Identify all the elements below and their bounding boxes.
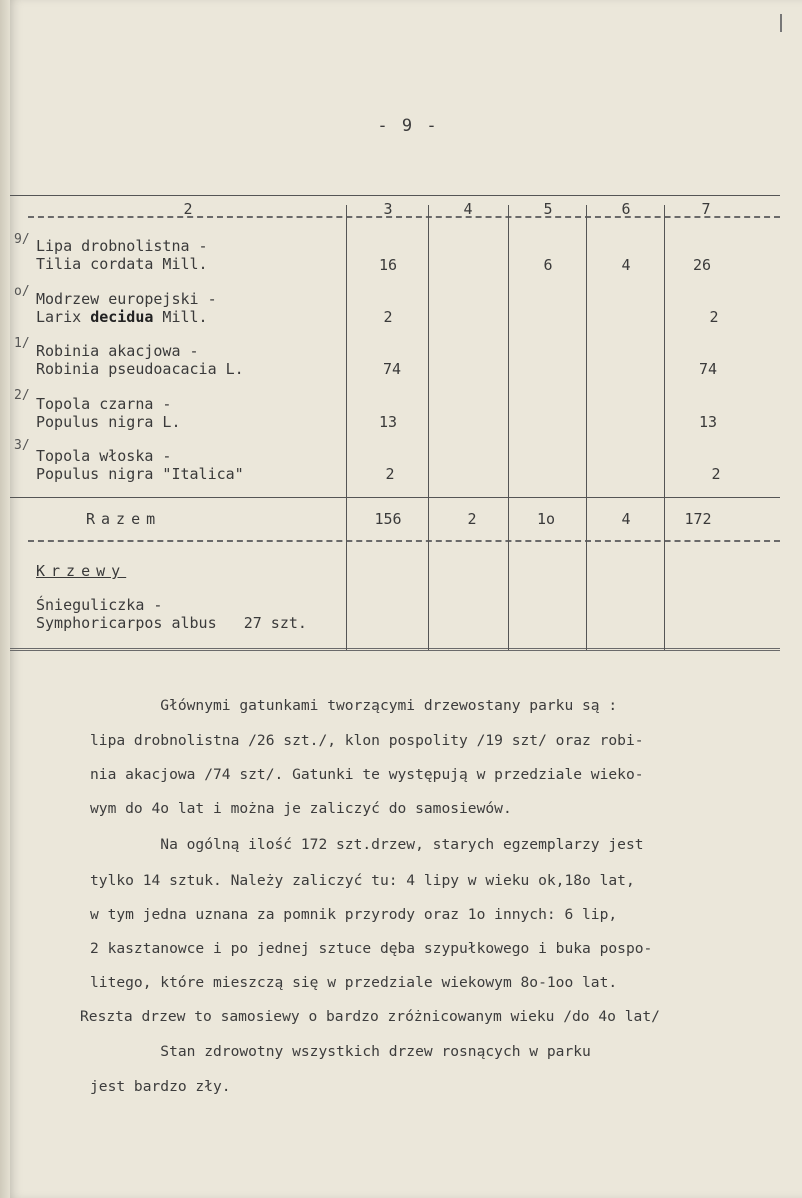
species-name: Topola czarna - xyxy=(36,395,172,413)
paragraph-line: litego, które mieszczą się w przedziale wiekowym 8o-1oo lat. xyxy=(90,974,618,991)
row-number: 2/ xyxy=(14,388,30,403)
paragraph-line: wym do 4o lat i można je zaliczyć do samosiewów. xyxy=(90,800,512,817)
paragraph-line: 2 kasztanowce i po jednej sztuce dęba szypułkowego i buka pospo- xyxy=(90,940,653,957)
col-header-4: 4 xyxy=(463,200,473,218)
cell-col6: 4 xyxy=(621,256,631,274)
row-number: o/ xyxy=(14,284,30,299)
latin-overtyped-word: decidua xyxy=(90,308,154,326)
total-col5: 1o xyxy=(536,510,556,528)
species-name: Robinia akacjowa - xyxy=(36,342,199,360)
col-header-6: 6 xyxy=(621,200,631,218)
cell-col7: 2 xyxy=(711,465,721,483)
cell-col3: 16 xyxy=(378,256,398,274)
cell-col3: 2 xyxy=(385,465,395,483)
paragraph-line: w tym jedna uznana za pomnik przyrody oraz 1o innych: 6 lip, xyxy=(90,906,618,923)
latin-prefix: Larix xyxy=(36,308,91,326)
page-edge-shadow xyxy=(0,0,10,1198)
col-header-7: 7 xyxy=(701,200,711,218)
cell-col7: 74 xyxy=(698,360,718,378)
cell-col7: 13 xyxy=(698,413,718,431)
paragraph-line: tylko 14 sztuk. Należy zaliczyć tu: 4 lipy w wieku ok,18o lat, xyxy=(90,872,635,889)
col-rule-4 xyxy=(428,205,429,650)
species-latin: Populus nigra "Italica" xyxy=(36,465,244,483)
cell-col3: 2 xyxy=(383,308,393,326)
document-page xyxy=(8,0,802,1198)
col-header-5: 5 xyxy=(543,200,553,218)
page-number: - 9 - xyxy=(377,116,439,136)
col-header-2: 2 xyxy=(183,200,193,218)
latin-suffix: Mill. xyxy=(153,308,208,326)
col-rule-5 xyxy=(508,205,509,650)
total-label: Razem xyxy=(86,510,162,528)
row-number: 9/ xyxy=(14,232,30,247)
total-col7: 172 xyxy=(684,510,712,528)
species-name: Lipa drobnolistna - xyxy=(36,237,208,255)
row-number: 3/ xyxy=(14,438,30,453)
paragraph-line: Na ogólną ilość 172 szt.drzew, starych egzemplarzy jest xyxy=(90,836,644,853)
paragraph-line: jest bardzo zły. xyxy=(90,1078,231,1095)
species-latin: Robinia pseudoacacia L. xyxy=(36,360,244,378)
row-number: 1/ xyxy=(14,336,30,351)
col-rule-6 xyxy=(586,205,587,650)
total-col4: 2 xyxy=(467,510,477,528)
species-latin: Populus nigra L. xyxy=(36,413,181,431)
species-name: Modrzew europejski - xyxy=(36,290,217,308)
shrub-latin: Symphoricarpos albus 27 szt. xyxy=(36,614,307,632)
total-col6: 4 xyxy=(621,510,631,528)
col-rule-7 xyxy=(664,205,665,650)
cell-col3: 74 xyxy=(382,360,402,378)
paragraph-line: nia akacjowa /74 szt/. Gatunki te występują w przedziale wieko- xyxy=(90,766,644,783)
shrub-name: Śnieguliczka - xyxy=(36,596,163,614)
species-name: Topola włoska - xyxy=(36,447,172,465)
table-top-rule xyxy=(10,195,780,196)
species-latin xyxy=(36,308,208,326)
species-latin: Tilia cordata Mill. xyxy=(36,255,208,273)
cell-col5: 6 xyxy=(543,256,553,274)
total-col3: 156 xyxy=(374,510,402,528)
cell-col3: 13 xyxy=(378,413,398,431)
col-header-3: 3 xyxy=(383,200,393,218)
paragraph-line: Głównymi gatunkami tworzącymi drzewostany parku są : xyxy=(90,697,618,714)
corner-mark xyxy=(780,14,782,32)
total-bottom-rule xyxy=(28,540,780,542)
paragraph-line: Stan zdrowotny wszystkich drzew rosnących w parku xyxy=(90,1043,591,1060)
paragraph-line: Reszta drzew to samosiewy o bardzo zróżnicowanym wieku /do 4o lat/ xyxy=(80,1008,660,1025)
cell-col7: 26 xyxy=(692,256,712,274)
shrubs-heading: Krzewy xyxy=(36,562,127,580)
cell-col7: 2 xyxy=(709,308,719,326)
paragraph-line: lipa drobnolistna /26 szt./, klon pospolity /19 szt/ oraz robi- xyxy=(90,732,644,749)
col-rule-3 xyxy=(346,205,347,650)
